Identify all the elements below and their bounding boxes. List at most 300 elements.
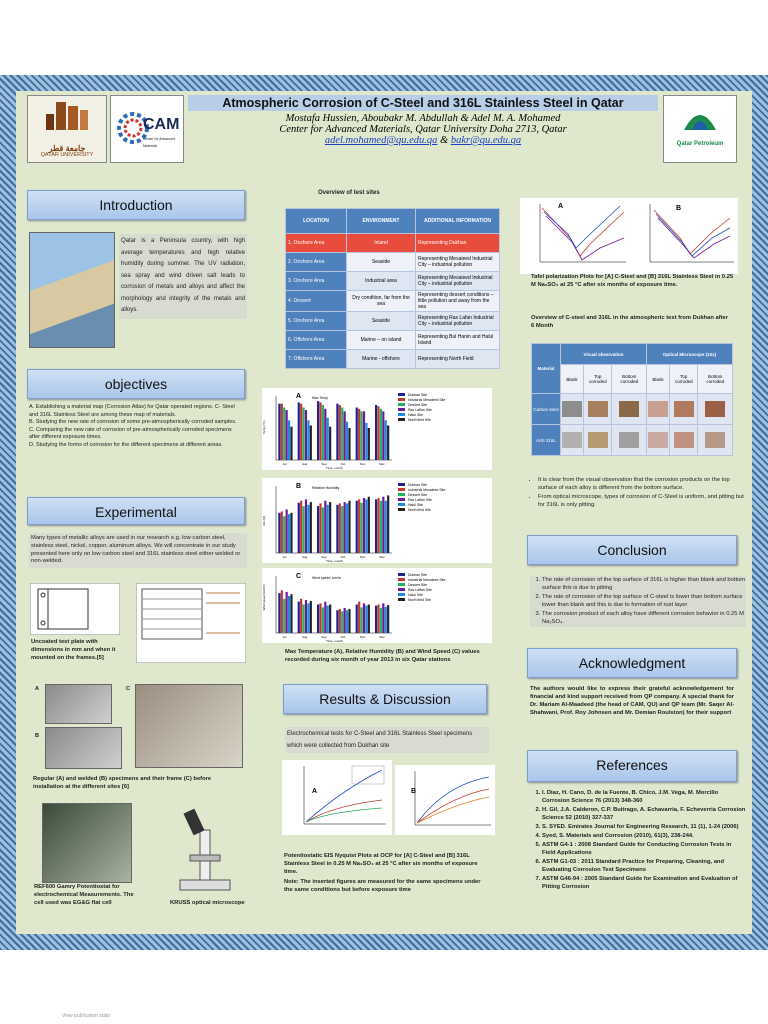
bar bbox=[344, 502, 346, 553]
legend-entry: Industrial Mesaieed Site bbox=[408, 578, 446, 582]
frame-diagram bbox=[136, 583, 246, 663]
legend-swatch bbox=[398, 583, 405, 586]
bar bbox=[288, 596, 290, 633]
bar bbox=[302, 408, 304, 460]
bar bbox=[288, 514, 290, 553]
bar bbox=[339, 503, 341, 553]
bar bbox=[307, 420, 309, 460]
legend-entry: North field Site bbox=[408, 418, 431, 422]
experimental-heading: Experimental bbox=[27, 497, 245, 525]
cell-location: 5. Onshore Area bbox=[286, 312, 347, 331]
bar bbox=[286, 592, 288, 633]
reference-item: 1. I. Diaz, H. Cano, D. de la Fuente, B. Chico, J.M. Vega, M. Morcillo Corrosion Science 76 (2013) 348-360 bbox=[542, 789, 746, 805]
test-plate-diagram bbox=[30, 583, 120, 635]
bar bbox=[375, 499, 377, 553]
x-tick-label: Jul bbox=[282, 635, 287, 639]
bar bbox=[310, 425, 312, 460]
legend-entry: Ras Laffan Site bbox=[408, 588, 432, 592]
chart-title: Relative Humidity bbox=[312, 486, 340, 490]
bar bbox=[356, 501, 358, 553]
bar bbox=[322, 405, 324, 460]
svg-text:B: B bbox=[411, 788, 417, 795]
chart-panel-label: C bbox=[296, 573, 302, 580]
cell-environment: Seaside bbox=[347, 253, 416, 272]
bar bbox=[365, 423, 367, 460]
title-block bbox=[188, 95, 658, 155]
relative-humidity-chart bbox=[262, 478, 492, 563]
bar bbox=[339, 609, 341, 633]
bar bbox=[336, 610, 338, 633]
x-tick-label: Oct bbox=[340, 462, 346, 466]
tafel-plot-b bbox=[630, 198, 738, 274]
bar bbox=[300, 404, 302, 460]
tafel-caption: Tafel polarization Plots for [A] C-Steel and [B] 316L Stainless Steel in 0.25 M Na₂SO₄ at 25 °C after six months of exposure time. bbox=[531, 274, 734, 288]
wind-speed-chart bbox=[262, 568, 492, 643]
bar bbox=[286, 509, 288, 553]
conclusion-list bbox=[530, 576, 746, 627]
bar bbox=[358, 602, 360, 633]
bar bbox=[360, 607, 362, 633]
qp-logo-text: Qatar Petroleum bbox=[676, 141, 724, 147]
eis-nyquist-plot-a bbox=[282, 760, 392, 835]
legend-swatch bbox=[398, 593, 405, 596]
legend-entry: Industrial Mesaieed Site bbox=[408, 488, 446, 492]
col-material: Material bbox=[532, 344, 561, 394]
bar bbox=[319, 402, 321, 460]
bar bbox=[329, 605, 331, 634]
observation-item: • It is clear from the visual observation that the corrosion products on the top surface of each alloy is different from the bottom surface. bbox=[538, 476, 744, 492]
conclusion-item: 1. The rate of corrosion of the top surface of 316L is higher than blank and bottom surface this is due to pitting bbox=[542, 576, 746, 592]
legend-swatch bbox=[398, 488, 405, 491]
bar bbox=[356, 408, 358, 460]
qu-logo-text: QATAR UNIVERSITY bbox=[40, 152, 94, 158]
legend-entry: Halul Site bbox=[408, 593, 423, 597]
eis-nyquist-plot-b bbox=[395, 765, 495, 835]
bar bbox=[377, 605, 379, 634]
legend-swatch bbox=[398, 493, 405, 496]
conclusion-item: 3. The corrosion product of each alloy have different corrosion behavior in 0.25 M Na₂SO₄. bbox=[542, 610, 746, 626]
qatar-university-emblem-icon bbox=[28, 96, 106, 140]
bar bbox=[339, 405, 341, 460]
legend-entry: North field Site bbox=[408, 508, 431, 512]
col-top: Top corroded bbox=[669, 365, 697, 394]
legend-swatch bbox=[398, 418, 405, 421]
observation-item: • From optical microscope, types of corrosion of C-Steel is uniform, and pitting but for 316L is only pitting. bbox=[538, 493, 744, 509]
bar bbox=[344, 411, 346, 460]
legend-entry: Ras Laffan Site bbox=[408, 498, 432, 502]
bar bbox=[382, 411, 384, 460]
bar bbox=[305, 600, 307, 633]
cell-environment: Inland bbox=[347, 234, 416, 253]
bar bbox=[387, 495, 389, 553]
bar bbox=[382, 603, 384, 633]
bar bbox=[322, 607, 324, 633]
x-tick-label: Jul bbox=[282, 555, 287, 559]
table-row bbox=[286, 350, 500, 369]
legend-swatch bbox=[398, 578, 405, 581]
test-sites-table bbox=[285, 208, 500, 369]
table-row bbox=[532, 425, 733, 456]
col-bottom: Bottom corroded bbox=[612, 365, 647, 394]
col-info: ADDITIONAL INFORMATION bbox=[416, 209, 500, 234]
objectives-heading: objectives bbox=[27, 369, 245, 399]
table-row bbox=[286, 253, 500, 272]
bar bbox=[360, 503, 362, 553]
bar bbox=[300, 599, 302, 633]
bar bbox=[329, 502, 331, 553]
bar bbox=[324, 409, 326, 460]
legend-swatch bbox=[398, 398, 405, 401]
cam-logo bbox=[110, 95, 184, 163]
welded-specimen-photo bbox=[45, 727, 122, 769]
bar bbox=[336, 404, 338, 460]
bar bbox=[348, 609, 350, 633]
cell-info: Representing Ras Lafan Industrial City – industrial pollution bbox=[416, 312, 500, 331]
legend-swatch bbox=[398, 573, 405, 576]
legend-swatch bbox=[398, 503, 405, 506]
bar bbox=[278, 404, 280, 460]
col-blank: Blank bbox=[561, 365, 584, 394]
x-tick-label: Sep bbox=[321, 555, 327, 559]
references-list bbox=[530, 789, 746, 892]
x-tick-label: Aug bbox=[302, 635, 308, 639]
bar bbox=[346, 422, 348, 460]
conclusion-item: 2. The rate of corrosion of the top surface of C-steel is lower than bottom surface lower than blank and this is due to formation of rust layer bbox=[542, 593, 746, 609]
bar bbox=[358, 409, 360, 460]
bar bbox=[380, 608, 382, 633]
legend-swatch bbox=[398, 408, 405, 411]
y-axis-label: Wind speed (km/hr) bbox=[262, 584, 266, 611]
x-axis-label: Time, month bbox=[326, 559, 343, 563]
experimental-text: Many types of metallic alloys are used in our research e.g. low carbon steel, stainless steel, nickel, copper, aluminum alloys. We will concentrate in our study presented here only on low carbon steel and 316L stainless steel either welded or non-welded. bbox=[29, 533, 247, 568]
bar bbox=[363, 411, 365, 460]
bar bbox=[382, 497, 384, 553]
bar bbox=[346, 610, 348, 633]
table-row bbox=[286, 234, 500, 253]
email-separator: & bbox=[437, 135, 451, 146]
introduction-heading: Introduction bbox=[27, 190, 245, 220]
legend-entry: Dessert Site bbox=[408, 493, 428, 497]
table-row bbox=[286, 312, 500, 331]
x-tick-label: Dec bbox=[379, 635, 385, 639]
sites-table-caption: Overview of test sites bbox=[318, 190, 380, 196]
bar bbox=[307, 505, 309, 553]
bar bbox=[365, 606, 367, 633]
chart-title: Max Temp bbox=[312, 396, 329, 400]
bar bbox=[324, 602, 326, 633]
bar bbox=[380, 501, 382, 553]
chart-title: Wind speed, km/hr bbox=[312, 576, 342, 580]
qatar-petroleum-logo bbox=[663, 95, 737, 163]
cam-logo-subtext: Center for Advanced Materials bbox=[143, 137, 175, 148]
bar bbox=[302, 605, 304, 634]
bar bbox=[300, 501, 302, 553]
objective-item: B. Studying the new rate of corrosion of some pre-atmospherically corroded samples. bbox=[29, 419, 237, 425]
table-row bbox=[286, 272, 500, 291]
page-title: Atmospheric Corrosion of C-Steel and 316L Stainless Steel in Qatar bbox=[188, 95, 658, 111]
bar bbox=[290, 594, 292, 633]
qp-emblem-icon bbox=[664, 96, 736, 136]
cell-info: Representing North Field bbox=[416, 350, 500, 369]
specimens-caption: Regular (A) and welded (B) specimens and their frame (C) before installation at the different sites [6] bbox=[33, 776, 212, 790]
bar bbox=[283, 599, 285, 633]
bar bbox=[380, 409, 382, 460]
x-tick-label: Nov bbox=[360, 555, 366, 559]
table-row bbox=[532, 394, 733, 425]
bar bbox=[298, 402, 300, 460]
bar bbox=[356, 605, 358, 634]
bar bbox=[307, 603, 309, 633]
dukhan-overview-caption: Overview of C-steel and 316L in the atmospheric test from Dukhan after 6 Month bbox=[531, 315, 729, 329]
table-row bbox=[286, 331, 500, 350]
col-top: Top corroded bbox=[584, 365, 612, 394]
cell-environment: Dry condition, far from the sea bbox=[347, 291, 416, 312]
bar bbox=[305, 499, 307, 553]
legend-swatch bbox=[398, 413, 405, 416]
bar bbox=[363, 498, 365, 553]
bar bbox=[317, 506, 319, 553]
bar bbox=[329, 427, 331, 460]
reference-item: 4. Syed, S. Materials and Corrosion (2010), 61(3), 238-244. bbox=[542, 832, 746, 840]
legend-entry: Industrial Mesaieed Site bbox=[408, 398, 446, 402]
bar bbox=[317, 401, 319, 460]
bar bbox=[341, 408, 343, 460]
legend-entry: Dukhan Site bbox=[408, 483, 428, 487]
bar bbox=[283, 516, 285, 553]
bar bbox=[375, 405, 377, 460]
bar bbox=[368, 497, 370, 553]
bar bbox=[346, 503, 348, 553]
cell-location: 2. Onshore Area bbox=[286, 253, 347, 272]
x-tick-label: Oct bbox=[340, 555, 346, 559]
legend-swatch bbox=[398, 403, 405, 406]
x-tick-label: Sep bbox=[321, 635, 327, 639]
x-tick-label: Aug bbox=[302, 462, 308, 466]
col-environment: ENVIRONMENT bbox=[347, 209, 416, 234]
col-blank: Blank bbox=[646, 365, 669, 394]
objective-item: D. Studying the forms of corrosion for the different specimens at different areas. bbox=[29, 441, 223, 448]
legend-entry: Dessert Site bbox=[408, 583, 428, 587]
bar bbox=[283, 408, 285, 460]
results-text: Electrochemical tests for C-Steel and 316L Stainless Steel specimens which were collected from Dukhan site bbox=[285, 727, 489, 753]
x-tick-label: Dec bbox=[379, 555, 385, 559]
eis-note: Note: The inserted figures are measured for the same specimens under the same conditions but before exposure time bbox=[284, 879, 481, 893]
cell-info: Representing Dukhan bbox=[416, 234, 500, 253]
legend-entry: Dukhan Site bbox=[408, 393, 428, 397]
bar bbox=[385, 607, 387, 633]
bar bbox=[310, 601, 312, 633]
bar bbox=[322, 507, 324, 553]
legend-swatch bbox=[398, 598, 405, 601]
legend-entry: Ras Laffan Site bbox=[408, 408, 432, 412]
acknowledgment-text: The authors would like to express their grateful acknowledgement for financial and kind support received from QP company. A special thank for Dr. Mariam Al-Maadeed (the head of CAM, QU) and QP team (Mr. Saqer Al-Shahwani, Prof. Roy Johnsen and Mr. Demian Roulston) for their support bbox=[530, 686, 734, 716]
observations-list bbox=[528, 476, 744, 510]
bar bbox=[363, 603, 365, 633]
email-link-1[interactable]: adel.mohamed@qu.edu.qa bbox=[324, 135, 438, 146]
x-axis-label: Time, month bbox=[326, 466, 343, 470]
regular-specimen-photo bbox=[45, 684, 112, 724]
intro-text: Qatar is a Peninsula country, with high average temperatures and high relative humidity during summer. The UV radiation, sea spray and wind driven salt leads to corrosion of metals and alloys and affect the morphology and integrity of the metals and alloys. bbox=[119, 234, 247, 319]
reference-item: 3. S. SYED. Emirates Journal for Engineering Research, 11 (1), 1-24 (2006) bbox=[542, 823, 746, 831]
legend-swatch bbox=[398, 393, 405, 396]
conclusion-heading: Conclusion bbox=[527, 535, 737, 565]
qu-logo-arabic: جامعة قطر bbox=[48, 144, 86, 153]
bar bbox=[281, 590, 283, 633]
bar bbox=[290, 427, 292, 460]
microscope-caption: KRUSS optical microscope bbox=[170, 900, 245, 906]
cam-logo-text: CAM bbox=[143, 116, 180, 133]
reference-item: 5. ASTM G4-1 : 2008 Standard Guide for Conducting Corrosion Tests in Field Applications bbox=[542, 841, 746, 857]
bar bbox=[278, 593, 280, 633]
qatar-university-logo bbox=[27, 95, 107, 163]
visual-observation-table bbox=[531, 343, 733, 456]
bar bbox=[298, 503, 300, 553]
chart-panel-label: A bbox=[296, 393, 302, 400]
bar bbox=[302, 506, 304, 553]
bar bbox=[344, 608, 346, 633]
x-tick-label: Jul bbox=[282, 462, 287, 466]
legend-swatch bbox=[398, 498, 405, 501]
qatar-map-image bbox=[29, 232, 115, 348]
bar bbox=[317, 605, 319, 634]
row-label: Carbon steel bbox=[532, 394, 561, 425]
bar bbox=[375, 606, 377, 633]
tafel-plot-a bbox=[520, 198, 630, 274]
specimen-frame-photo bbox=[135, 684, 243, 768]
cell-info: Representing dessert conditions – little pollution and away from the sea bbox=[416, 291, 500, 312]
bar bbox=[288, 420, 290, 460]
bar bbox=[385, 501, 387, 553]
bar bbox=[348, 428, 350, 460]
objective-item: A. Establishing a material map (Corrosion Atlas) for Qatar operated regions. C- Steel and 316L Stainless Steel are among these map of materials. bbox=[29, 404, 235, 418]
cell-location: 1. Onshore Area bbox=[286, 234, 347, 253]
bar bbox=[368, 428, 370, 460]
bar bbox=[360, 411, 362, 460]
legend-entry: North field Site bbox=[408, 598, 431, 602]
bar bbox=[281, 404, 283, 460]
bar bbox=[305, 410, 307, 460]
cell-info: Representing Mesaieed Industrial City – industrial pollution bbox=[416, 253, 500, 272]
svg-text:B: B bbox=[676, 205, 682, 212]
x-tick-label: Aug bbox=[302, 555, 308, 559]
acknowledgment-heading: Acknowledgment bbox=[527, 648, 737, 678]
authors: Mostafa Hussien, Aboubakr M. Abdullah & Adel M. A. Mohamed bbox=[285, 113, 561, 124]
x-tick-label: Nov bbox=[360, 462, 366, 466]
legend-swatch bbox=[398, 483, 405, 486]
bar bbox=[341, 611, 343, 633]
bar bbox=[358, 499, 360, 553]
bar bbox=[385, 420, 387, 460]
row-label: AISI 316L bbox=[532, 425, 561, 456]
reference-item: 7. ASTM G46-94 : 2005 Standard Guide for Examination and Evaluation of Pitting Corrosion bbox=[542, 875, 746, 891]
legend-swatch bbox=[398, 588, 405, 591]
bar bbox=[278, 513, 280, 553]
chart-panel-label: B bbox=[296, 483, 302, 490]
weather-caption: Max Temperature (A), Relative Humidity (B) and Wind Speed (C) values recorded during six month of year 2013 in six Qatar stations bbox=[285, 649, 480, 663]
bar bbox=[319, 503, 321, 553]
bar bbox=[286, 410, 288, 460]
photo-label-a: A bbox=[35, 686, 39, 692]
y-axis-label: Temp (°C) bbox=[262, 420, 266, 434]
x-tick-label: Nov bbox=[360, 635, 366, 639]
legend-entry: Dukhan Site bbox=[408, 573, 428, 577]
col-bottom: Bottom corroded bbox=[698, 365, 733, 394]
photo-label-c: C bbox=[126, 686, 130, 692]
email-link-2[interactable]: bakr@qu.edu.qa bbox=[450, 135, 522, 146]
objective-item: C. Comparing the new rate of corrosion of pre-atmospherically corroded specimens after different exposure times. bbox=[29, 426, 232, 440]
x-tick-label: Sep bbox=[321, 462, 327, 466]
bar bbox=[336, 505, 338, 553]
reference-item: 2. H. Gil, J.A. Calderon, C.P. Buitrago, A. Echavarria, F. Echeverria Corrosion Science 52 (2010) 327-337 bbox=[542, 806, 746, 822]
col-location: LOCATION bbox=[286, 209, 347, 234]
svg-text:A: A bbox=[312, 788, 318, 795]
bar bbox=[387, 605, 389, 633]
references-heading: References bbox=[527, 750, 737, 782]
table-row bbox=[286, 291, 500, 312]
cell-location: 4. Dessert bbox=[286, 291, 347, 312]
eis-caption: Potentiostatic EIS Nyquist Plots at OCP for [A] C-Steel and [B] 316L Stainless Steel in 0.25 M Na₂SO₄ at 25 °C after six months of exposure time. bbox=[284, 853, 478, 875]
bar bbox=[327, 505, 329, 553]
bar bbox=[348, 501, 350, 553]
affiliation: Center for Advanced Materials, Qatar University Doha 2713, Qatar bbox=[279, 124, 567, 135]
legend-entry: Halul Site bbox=[408, 503, 423, 507]
objectives-list bbox=[29, 404, 244, 449]
bar bbox=[377, 498, 379, 553]
bar bbox=[327, 418, 329, 460]
col-optical: Optical Microscope (10x) bbox=[646, 344, 732, 365]
bar bbox=[368, 605, 370, 634]
cell-info: Representing Bul Hanin and Halul Island bbox=[416, 331, 500, 350]
legend-entry: Dessert Site bbox=[408, 403, 428, 407]
bar bbox=[365, 499, 367, 553]
cell-info: Representing Mesaieed Industrial City – industrial pollution bbox=[416, 272, 500, 291]
svg-text:A: A bbox=[558, 203, 564, 210]
max-temperature-chart bbox=[262, 388, 492, 470]
footer-text[interactable]: View publication stats bbox=[62, 1013, 110, 1019]
gamry-potentiostat-photo bbox=[42, 803, 132, 883]
cell-environment: Seaside bbox=[347, 312, 416, 331]
x-axis-label: Time, month bbox=[326, 639, 343, 643]
bar bbox=[310, 502, 312, 553]
bar bbox=[387, 425, 389, 460]
bar bbox=[319, 603, 321, 633]
results-heading: Results & Discussion bbox=[283, 684, 487, 714]
bar bbox=[324, 501, 326, 553]
legend-entry: Halul Site bbox=[408, 413, 423, 417]
gamry-caption: REF600 Gamry Potentiostat for electrochemical Measurements. The cell used was EG&G flat cell bbox=[34, 884, 134, 906]
bar bbox=[298, 602, 300, 633]
col-visual: Visual observation bbox=[561, 344, 647, 365]
x-tick-label: Dec bbox=[379, 462, 385, 466]
cell-location: 3. Onshore Area bbox=[286, 272, 347, 291]
y-axis-label: RH (%) bbox=[262, 515, 266, 526]
bar bbox=[341, 506, 343, 553]
cell-environment: Marine - offshore bbox=[347, 350, 416, 369]
microscope-image bbox=[160, 800, 250, 895]
photo-label-b: B bbox=[35, 733, 39, 739]
bar bbox=[377, 406, 379, 460]
x-tick-label: Oct bbox=[340, 635, 346, 639]
plate-caption: Uncoated test plate with dimensions in mm and when it mounted on the frames.[5] bbox=[31, 639, 116, 661]
legend-swatch bbox=[398, 508, 405, 511]
bar bbox=[290, 513, 292, 553]
cell-location: 6. Offshore Area bbox=[286, 331, 347, 350]
reference-item: 6. ASTM G1-03 : 2011 Standard Practice for Preparing, Cleaning, and Evaluating Corrosion Test Specimens bbox=[542, 858, 746, 874]
bar bbox=[327, 606, 329, 633]
bar bbox=[281, 511, 283, 553]
cell-environment: Industrial area bbox=[347, 272, 416, 291]
cell-location: 7. Offshore Area bbox=[286, 350, 347, 369]
